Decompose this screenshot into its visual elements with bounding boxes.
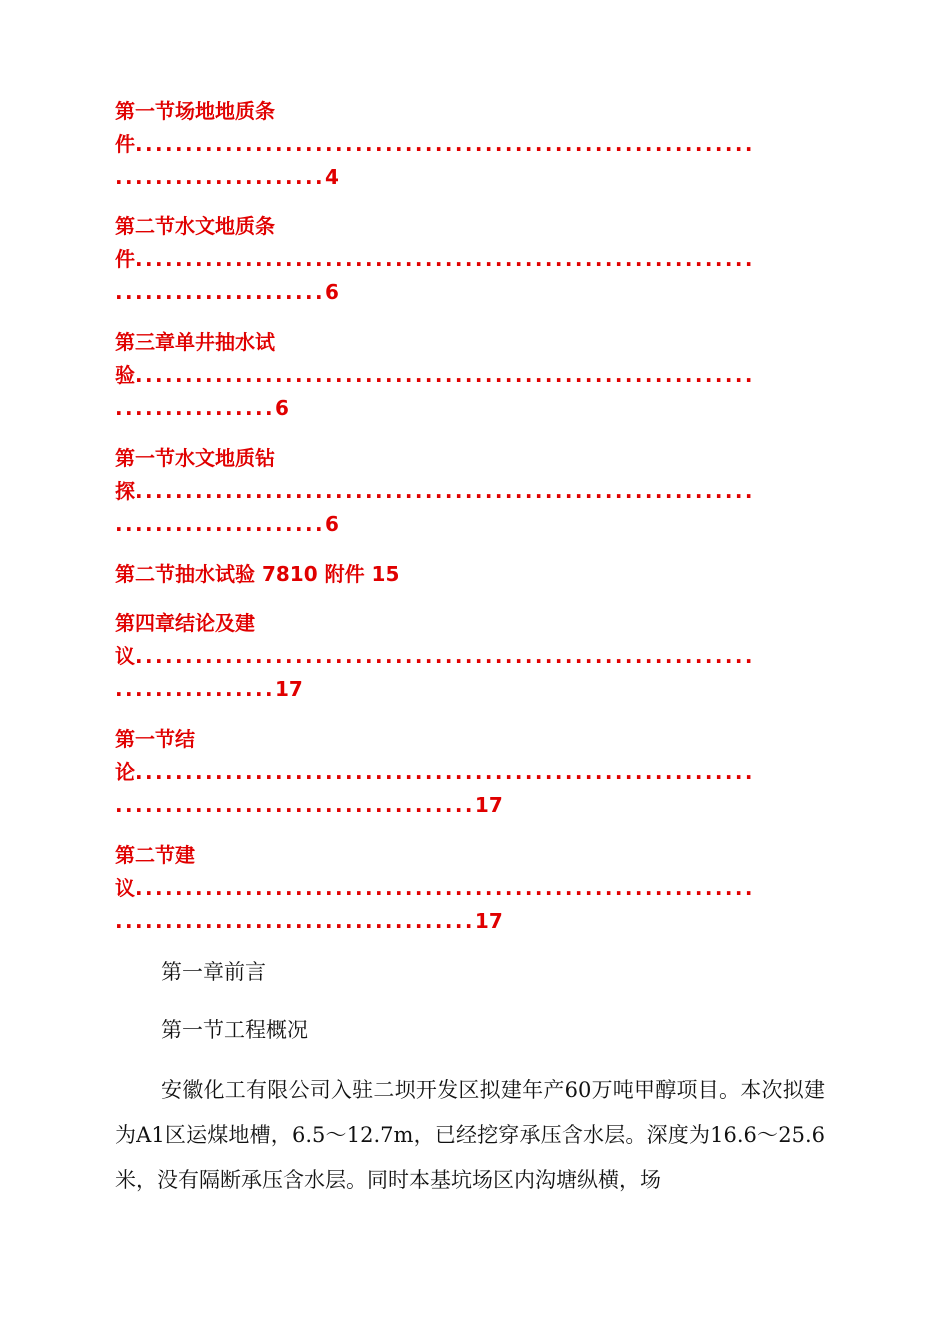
toc-entry[interactable]: [115, 558, 825, 591]
toc-page-number: 17: [474, 793, 503, 817]
toc-page-number: 17: [274, 677, 303, 701]
toc-entry-title: 第四章结论及建: [115, 611, 255, 635]
toc-page-number: 4: [324, 165, 339, 189]
toc-dot-leader: .....................: [115, 165, 325, 189]
toc-entry[interactable]: [115, 442, 825, 541]
toc-entry-tail-line: [115, 359, 825, 392]
toc-entry[interactable]: [115, 210, 825, 309]
toc-entry-title: 第一节水文地质钻: [115, 446, 275, 470]
body-paragraph-block: [115, 1068, 825, 1203]
toc-entry-tail: 件: [115, 247, 135, 271]
chapter-heading: 第一章前言: [161, 960, 266, 984]
toc-entry-title: 第二节水文地质条: [115, 214, 275, 238]
toc-entry-title: 第一节场地地质条: [115, 99, 275, 123]
toc-entry-page-line: [115, 789, 825, 822]
toc-dot-leader: ....................................: [115, 909, 475, 933]
toc-entry-title: 第三章单井抽水试: [115, 330, 275, 354]
toc-entry-tail-line: [115, 243, 825, 276]
toc-entry-tail-line: [115, 872, 825, 905]
toc-dot-leader: ..............................................................: [135, 760, 755, 784]
toc-page-number: 6: [324, 280, 339, 304]
toc-entry-tail: 件: [115, 132, 135, 156]
body-paragraph: 安徽化工有限公司入驻二坝开发区拟建年产60万吨甲醇项目。本次拟建为A1区运煤地槽，6.5～12.7m，已经挖穿承压含水层。深度为16.6～25.6米，没有隔断承压含水层。同时本基坑场区内沟塘纵横，场: [115, 1078, 825, 1192]
toc-entry-tail-line: [115, 756, 825, 789]
toc-dot-leader: .....................: [115, 512, 325, 536]
section-heading: 第一节工程概况: [161, 1018, 308, 1042]
toc-dot-leader: ..............................................................: [135, 876, 755, 900]
toc-dot-leader: ................: [115, 677, 275, 701]
toc-dot-leader: .....................: [115, 280, 325, 304]
toc-dot-leader: ..............................................................: [135, 363, 755, 387]
toc-dot-leader: ....................................: [115, 793, 475, 817]
toc-entry-page-line: [115, 508, 825, 541]
toc-entry-tail: 议: [115, 876, 135, 900]
toc-entry-tail: 论: [115, 760, 135, 784]
toc-entry-tail-line: [115, 475, 825, 508]
toc-entry-page-line: [115, 392, 825, 425]
toc-entry-tail: 议: [115, 644, 135, 668]
toc-entry[interactable]: [115, 839, 825, 938]
toc-entry-title: 第二节抽水试验 7810 附件 15: [115, 562, 400, 586]
toc-dot-leader: ..............................................................: [135, 247, 755, 271]
toc-entry[interactable]: [115, 723, 825, 822]
toc-page-number: 17: [474, 909, 503, 933]
toc-entry-title: 第一节结: [115, 727, 195, 751]
toc-page-number: 6: [324, 512, 339, 536]
toc-entry-page-line: [115, 276, 825, 309]
toc-entry-page-line: [115, 161, 825, 194]
toc-dot-leader: ..............................................................: [135, 644, 755, 668]
toc-dot-leader: ..............................................................: [135, 132, 755, 156]
toc-entry-title: 第二节建: [115, 843, 195, 867]
toc-entry-page-line: [115, 673, 825, 706]
toc-entry[interactable]: [115, 607, 825, 706]
chapter-heading-block: [115, 952, 825, 992]
toc-dot-leader: ..............................................................: [135, 479, 755, 503]
toc-entry-tail: 验: [115, 363, 135, 387]
toc-entry-tail-line: [115, 128, 825, 161]
toc-entry[interactable]: [115, 95, 825, 194]
section-heading-block: [115, 1010, 825, 1050]
toc-entry-tail: 探: [115, 479, 135, 503]
toc-entry-tail-line: [115, 640, 825, 673]
toc-page-number: 6: [274, 396, 289, 420]
toc-entry-page-line: [115, 905, 825, 938]
toc-dot-leader: ................: [115, 396, 275, 420]
toc-entry[interactable]: [115, 326, 825, 425]
